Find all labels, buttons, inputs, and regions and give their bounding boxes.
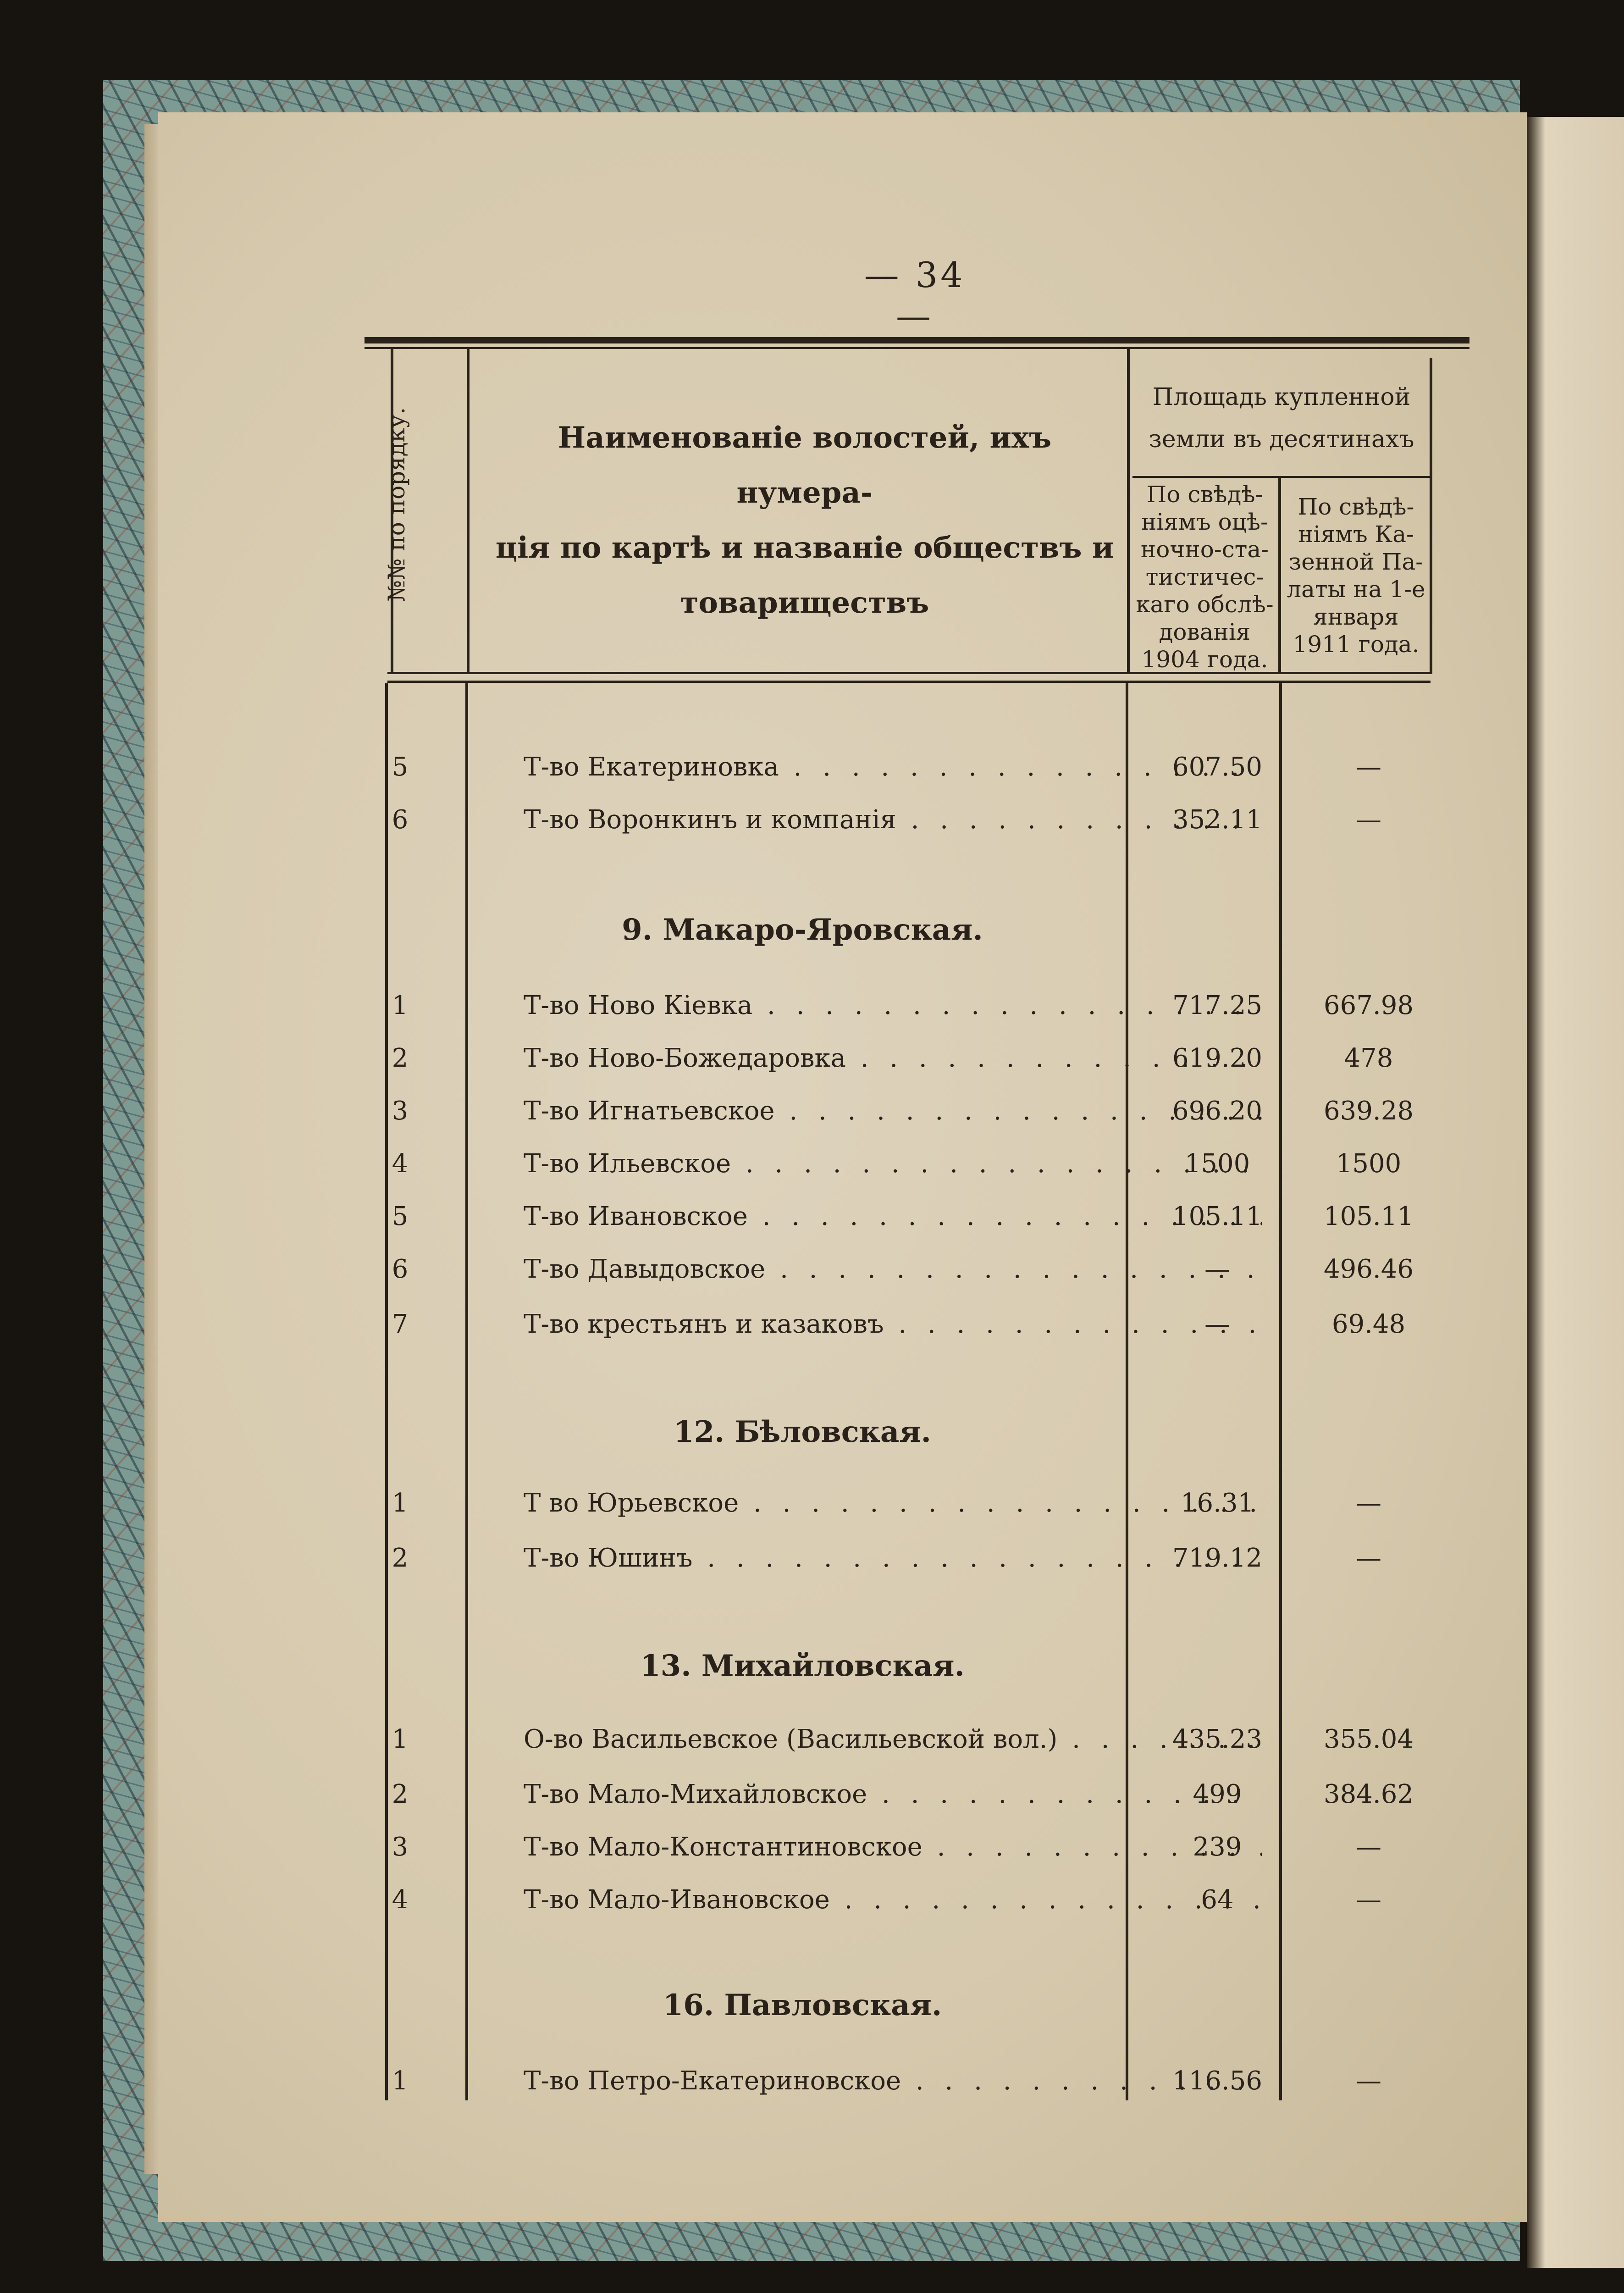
row-area-1911: — xyxy=(1356,1543,1381,1573)
row-name: Т-во Мало-Михайловское . . . xyxy=(524,1779,1262,1809)
row-area-1911: 105.11 xyxy=(1324,1202,1414,1231)
row-area-1911: 478 xyxy=(1344,1043,1393,1073)
table-row xyxy=(381,805,1435,842)
column-header-1911-line-3: зенной Па- xyxy=(1288,548,1424,575)
row-name: Т-во Ново-Божедаровка . . . xyxy=(524,1043,1262,1073)
row-number: 3 xyxy=(392,1096,409,1126)
row-area-1911: 355.04 xyxy=(1324,1724,1414,1754)
column-header-1911-line-4: латы на 1-е xyxy=(1287,576,1425,603)
column-header-1904-line-1: По свѣдѣ- xyxy=(1146,481,1263,508)
row-area-1911: — xyxy=(1356,805,1381,835)
column-header-1904-line-6: дованія xyxy=(1159,619,1251,645)
row-number: 1 xyxy=(392,2066,409,2096)
vline-num xyxy=(467,349,470,674)
row-area-1911: 69.48 xyxy=(1331,1309,1406,1339)
table-row xyxy=(381,1779,1435,1816)
table-row xyxy=(381,1254,1435,1291)
row-area-1904: 64 xyxy=(1201,1885,1234,1915)
row-area-1904: 499 xyxy=(1193,1779,1242,1809)
row-number: 1 xyxy=(392,1724,409,1754)
row-area-1904: 717.25 xyxy=(1172,991,1262,1020)
top-rule-thin xyxy=(365,347,1469,349)
table-row xyxy=(381,2066,1435,2103)
row-area-1911: — xyxy=(1356,1832,1381,1862)
table-row xyxy=(381,1885,1435,1922)
row-number: 6 xyxy=(392,1254,409,1284)
column-header-1911-line-6: 1911 года. xyxy=(1293,631,1420,658)
table-row xyxy=(381,752,1435,789)
column-header-area-line-2: земли въ десятинахъ xyxy=(1149,426,1414,453)
row-name: Т-во Ново Кіевка . . . xyxy=(524,991,1262,1020)
column-header-name-line-3: товариществъ xyxy=(680,586,929,620)
row-number: 5 xyxy=(392,752,409,782)
table-row xyxy=(381,1543,1435,1580)
row-area-1911: — xyxy=(1356,1885,1381,1915)
column-header-name-line-1: Наименованіе волостей, ихъ нумера- xyxy=(558,421,1052,510)
row-area-1904: 116.56 xyxy=(1172,2066,1262,2096)
section-title: 13. Михайловская. xyxy=(640,1649,965,1683)
row-name: Т-во Екатериновка . . . xyxy=(524,752,1262,782)
column-header-1911-line-5: января xyxy=(1313,604,1399,630)
row-number: 1 xyxy=(392,991,409,1020)
table-row xyxy=(381,1043,1435,1080)
row-name: Т-во Воронкинъ и компанія . . . xyxy=(524,805,1262,835)
column-header-1904-line-3: ночно-ста- xyxy=(1140,536,1269,563)
column-header-name xyxy=(486,410,1123,631)
column-header-1904-line-4: тистичес- xyxy=(1145,564,1264,590)
row-name: Т-во Давыдовское . . . xyxy=(524,1254,1262,1284)
row-number: 5 xyxy=(392,1202,409,1231)
row-name: Т-во Игнатьевское . . . xyxy=(524,1096,1262,1126)
table-row xyxy=(381,1202,1435,1238)
row-area-1911: 384.62 xyxy=(1324,1779,1414,1809)
row-area-1904: — xyxy=(1204,1254,1230,1284)
next-page-edge xyxy=(1527,117,1624,2268)
column-header-1911-line-1: По свѣдѣ- xyxy=(1298,493,1414,520)
row-name: Т-во Ивановское . . . xyxy=(524,1202,1262,1231)
vline-name xyxy=(1127,349,1130,674)
table-row xyxy=(381,1309,1435,1346)
row-name: Т во Юрьевское . . . xyxy=(524,1488,1262,1518)
column-header-area xyxy=(1132,376,1431,460)
row-area-1904: — xyxy=(1204,1309,1230,1339)
header-rule-2 xyxy=(387,681,1431,683)
section-title: 12. Бѣловская. xyxy=(674,1415,931,1449)
row-name: Т-во Петро-Екатериновское . . . xyxy=(524,2066,1262,2096)
row-area-1904: 239 xyxy=(1193,1832,1242,1862)
row-area-1911: 667.98 xyxy=(1324,991,1414,1020)
row-name: Т-во Юшинъ . . . xyxy=(524,1543,1262,1573)
row-number: 7 xyxy=(392,1309,409,1339)
row-name: Т-во крестьянъ и казаковъ . . . xyxy=(524,1309,1262,1339)
row-number: 2 xyxy=(392,1043,409,1073)
row-area-1911: — xyxy=(1356,1488,1381,1518)
column-header-1904-line-5: каго обслѣ- xyxy=(1136,591,1274,618)
column-header-1911-line-2: ніямъ Ка- xyxy=(1298,521,1414,548)
row-area-1904: 16.31 xyxy=(1180,1488,1254,1518)
row-area-1904: 105.11 xyxy=(1172,1202,1262,1231)
column-header-1904 xyxy=(1130,481,1279,673)
row-number: 4 xyxy=(392,1149,409,1179)
area-sub-rule xyxy=(1132,476,1431,478)
row-number: 3 xyxy=(392,1832,409,1862)
table-row xyxy=(381,1488,1435,1525)
row-number: 2 xyxy=(392,1543,409,1573)
page-number: — 34 — xyxy=(864,255,966,336)
row-area-1904: 1500 xyxy=(1184,1149,1250,1179)
row-name: Т-во Мало-Константиновское . . . xyxy=(524,1832,1262,1862)
table-row xyxy=(381,1724,1435,1761)
row-area-1904: 352.11 xyxy=(1172,805,1262,835)
top-rule-thick xyxy=(365,337,1469,343)
column-header-1904-line-7: 1904 года. xyxy=(1141,646,1268,673)
row-area-1904: 607.50 xyxy=(1172,752,1262,782)
row-area-1911: — xyxy=(1356,2066,1381,2096)
table-row xyxy=(381,991,1435,1027)
row-area-1904: 719.12 xyxy=(1172,1543,1262,1573)
row-area-1904: 696.20 xyxy=(1172,1096,1262,1126)
column-header-number: №№ по порядку. xyxy=(383,407,410,602)
row-name: Т-во Ильевское . . . xyxy=(524,1149,1262,1179)
section-title: 16. Павловская. xyxy=(663,1988,942,2022)
row-area-1911: 639.28 xyxy=(1324,1096,1414,1126)
row-number: 2 xyxy=(392,1779,409,1809)
row-area-1904: 619.20 xyxy=(1172,1043,1262,1073)
row-area-1911: 1500 xyxy=(1336,1149,1402,1179)
row-name: Т-во Мало-Ивановское . . . xyxy=(524,1885,1262,1915)
column-header-1911 xyxy=(1282,493,1431,658)
row-area-1904: 435.23 xyxy=(1172,1724,1262,1754)
column-header-1904-line-2: ніямъ оцѣ- xyxy=(1141,509,1268,535)
row-area-1911: — xyxy=(1356,752,1381,782)
section-title: 9. Макаро-Яровская. xyxy=(622,913,983,947)
table-row xyxy=(381,1149,1435,1185)
table-row xyxy=(381,1832,1435,1869)
table-row xyxy=(381,1096,1435,1133)
row-number: 1 xyxy=(392,1488,409,1518)
row-number: 6 xyxy=(392,805,409,835)
row-area-1911: 496.46 xyxy=(1324,1254,1414,1284)
row-name: О-во Васильевское (Васильевской вол.) . . . xyxy=(524,1724,1262,1754)
column-header-area-line-1: Площадь купленной xyxy=(1152,383,1411,411)
column-header-name-line-2: ція по картѣ и названіе обществъ и xyxy=(495,531,1114,565)
row-number: 4 xyxy=(392,1885,409,1915)
